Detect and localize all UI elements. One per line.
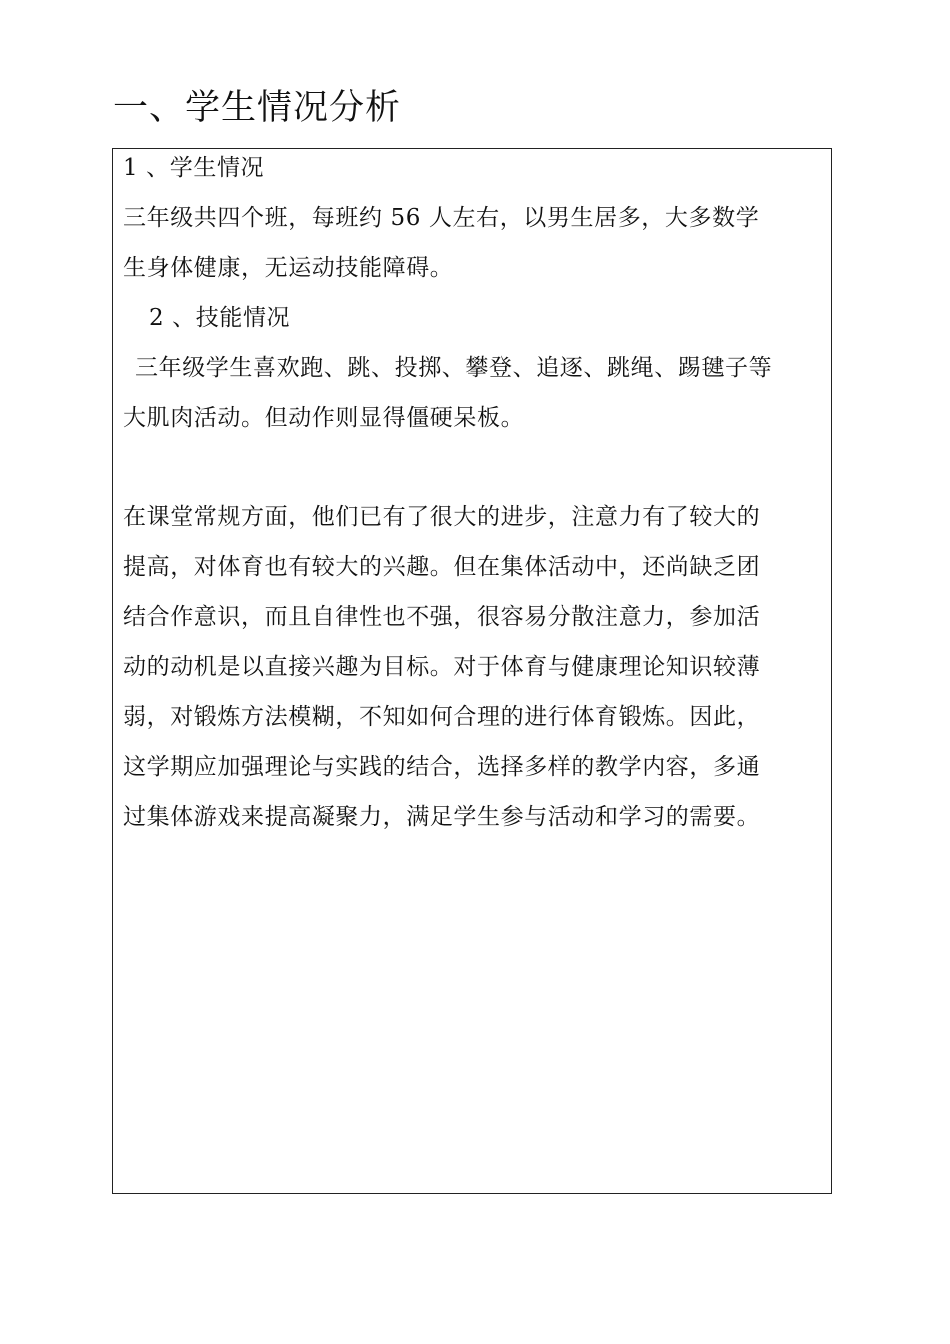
paragraph-line-4: 动的动机是以直接兴趣为目标。对于体育与健康理论知识较薄	[123, 654, 761, 680]
paragraph-line-7: 过集体游戏来提高凝聚力，满足学生参与活动和学习的需要。	[123, 804, 761, 830]
paragraph-line-6: 这学期应加强理论与实践的结合，选择多样的教学内容，多通	[123, 754, 761, 780]
section-heading-student-situation: 1 、学生情况	[123, 155, 265, 181]
student-situation-line-2: 生身体健康，无运动技能障碍。	[123, 255, 454, 281]
paragraph-line-1: 在课堂常规方面，他们已有了很大的进步，注意力有了较大的	[123, 504, 761, 530]
skill-situation-line-1: 三年级学生喜欢跑、跳、投掷、攀登、追逐、跳绳、踢毽子等	[135, 355, 773, 381]
page-title: 一、学生情况分析	[113, 88, 402, 128]
content-box	[112, 148, 832, 1194]
paragraph-line-2: 提高，对体育也有较大的兴趣。但在集体活动中，还尚缺乏团	[123, 554, 761, 580]
student-situation-line-1: 三年级共四个班，每班约 56 人左右，以男生居多，大多数学	[123, 205, 760, 231]
skill-situation-line-2: 大肌肉活动。但动作则显得僵硬呆板。	[123, 405, 525, 431]
section-heading-skill-situation: 2 、技能情况	[149, 305, 291, 331]
paragraph-line-5: 弱，对锻炼方法模糊，不知如何合理的进行体育锻炼。因此，	[123, 704, 761, 730]
paragraph-line-3: 结合作意识，而且自律性也不强，很容易分散注意力，参加活	[123, 604, 761, 630]
